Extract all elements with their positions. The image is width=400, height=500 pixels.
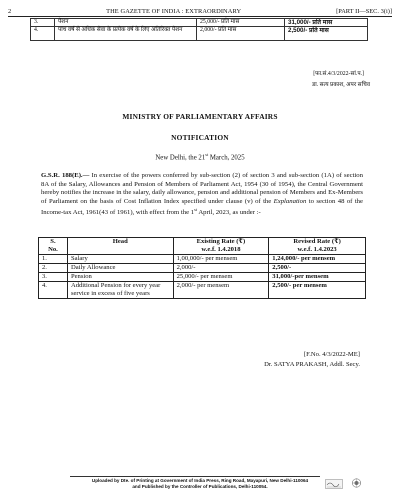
government-emblem-icon [350, 478, 363, 488]
row-revised: 2,500/- per mensem [269, 282, 366, 299]
row-number: 1. [39, 255, 68, 264]
existing-header [173, 238, 269, 255]
row-head: Daily Allowance [67, 264, 173, 273]
body-text-2: to section 48 of the Income-tax Act, 1961(43 of 1961), with effect from the 1 [41, 197, 363, 217]
table-row [39, 255, 366, 264]
page-header [8, 5, 392, 17]
row-head: Salary [67, 255, 173, 264]
row-head: पेंशन [55, 19, 197, 27]
digital-signature-stamp-icon [325, 479, 343, 489]
file-number: [F.No. 4/3/2022-ME] [303, 351, 360, 358]
part-section: [PART II—SEC. 3(i)] [336, 8, 392, 15]
existing-header-line-1: Existing Rate (₹) [196, 238, 246, 245]
table-row [39, 273, 366, 282]
date-rest: March, 2025 [208, 154, 245, 162]
hindi-rates-table [30, 18, 368, 41]
page-number: 2 [8, 8, 12, 15]
body-sup: st [194, 207, 198, 213]
notification-body [41, 172, 363, 218]
footer-line-2: and Published by the Controller of Publications, Delhi-110054. [132, 484, 268, 489]
rates-table [38, 237, 366, 299]
row-existing: 25,000/- per mensem [173, 273, 269, 282]
table-row [39, 264, 366, 273]
head-header: Head [67, 238, 173, 255]
table-header-row [39, 238, 366, 255]
hindi-signer: डा. सत्य प्रकाश, अपर सचिव [312, 82, 370, 88]
sno-header [39, 238, 68, 255]
body-text-1: In exercise of the powers conferred by sub-section (2) of section 3 and sub-section (1A) of section 8A of the Salary, Allowances and Pension of Members of Parliament Act, 1954 (30 of 1954), the Central Government hereby notifies the increase in the salary, daily allowance, pension and additional pension of Members and Ex-Members of Parliament on the basis of Cost Inflation Index specified under clause (v) of the [41, 172, 363, 205]
sno-header-line-1: S. [50, 238, 56, 245]
footer-divider [70, 476, 320, 477]
gazette-title: THE GAZETTE OF INDIA : EXTRAORDINARY [106, 8, 242, 15]
table-row [39, 282, 366, 299]
row-head: पांच वर्ष से अधिक सेवा के प्रत्येक वर्ष के लिए अतिरिक्त पेंशन [55, 27, 197, 41]
date-prefix: New Delhi, the 21 [155, 154, 206, 162]
notification-title: NOTIFICATION [171, 133, 229, 142]
row-existing: 2,000/- प्रति मास [197, 27, 285, 41]
row-revised: 31,000/- प्रति मास [285, 19, 368, 27]
row-head: Additional Pension for every year service in excess of five years [67, 282, 173, 299]
row-number: 3. [39, 273, 68, 282]
row-head: Pension [67, 273, 173, 282]
date-line [0, 152, 400, 161]
body-text-3: April, 2023, as under :- [197, 209, 261, 217]
row-revised: 31,000/-per mensem [269, 273, 366, 282]
sno-header-line-2: No. [48, 246, 58, 253]
revised-header-line-2: w.e.f. 1.4.2023 [297, 246, 337, 253]
revised-header [269, 238, 366, 255]
date-suffix: st [205, 152, 209, 157]
row-number: 3. [31, 19, 55, 27]
row-revised: 2,500/- [269, 264, 366, 273]
row-number: 4. [39, 282, 68, 299]
row-existing: 1,00,000/- per mensem [173, 255, 269, 264]
row-number: 4. [31, 27, 55, 41]
hindi-file-number: [फा.सं.4/3/2022-सां.प.] [313, 71, 364, 77]
footer-line-1: Uploaded by Dte. of Printing at Government of India Press, Ring Road, Mayapuri, New Delhi-110064 [91, 478, 309, 483]
row-number: 2. [39, 264, 68, 273]
row-revised: 2,500/- प्रति मास [285, 27, 368, 41]
row-revised: 1,24,000/- per mensem [269, 255, 366, 264]
table-row [31, 19, 368, 27]
revised-header-line-1: Revised Rate (₹) [293, 238, 341, 245]
signer: Dr. SATYA PRAKASH, Addl. Secy. [264, 361, 360, 368]
row-existing: 2,000/- [173, 264, 269, 273]
explanation-term: Explanation [273, 197, 307, 205]
existing-header-line-2: w.e.f. 1.4.2018 [201, 246, 241, 253]
table-row [31, 27, 368, 41]
ministry-title: MINISTRY OF PARLIAMENTARY AFFAIRS [122, 112, 278, 121]
row-existing: 2,000/- per mensem [173, 282, 269, 299]
gsr-number: G.S.R. 188(E).— [41, 172, 90, 179]
row-existing: 25,000/- प्रति मास [197, 19, 285, 27]
